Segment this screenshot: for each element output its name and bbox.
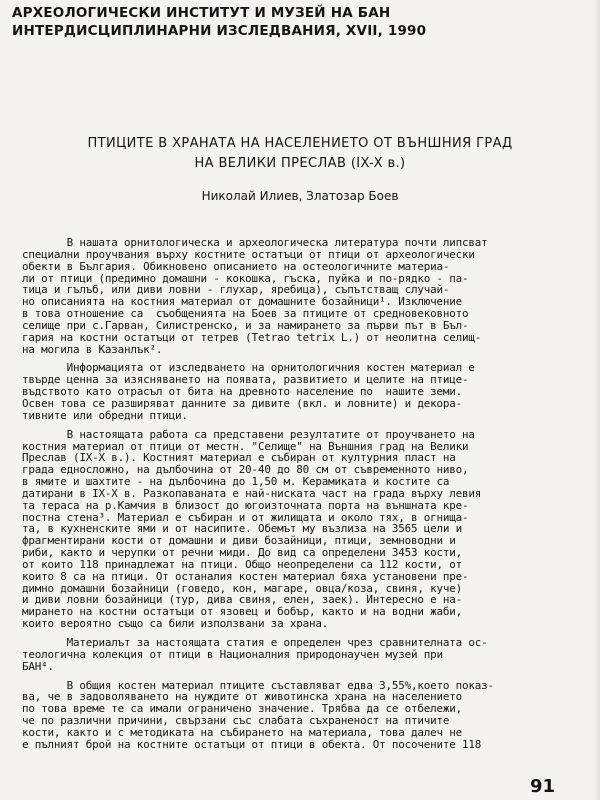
text-line: в ямите и шахтите - на дълбочина до 1,50 м. Керамиката и костите са — [22, 475, 450, 489]
text-line: та, в кухненските ями и от насипите. Обемът му възлиза на 3565 цели и — [22, 522, 462, 536]
text-line: тица и гълъб, или диви ловни - глухар, яребица), съпътстващ случай- — [22, 283, 450, 297]
article-title-line-1: ПТИЦИТЕ В ХРАНАТА НА НАСЕЛЕНИЕТО ОТ ВЪНШНИЯ ГРАД — [87, 136, 513, 151]
text-line: мирането на костни остатъци от язовец и бобър, както и на водни жаби, — [22, 605, 462, 619]
text-line: риби, както и черупки от речни миди. До вид са определени 3453 кости, — [22, 546, 462, 560]
text-line: специални проучвания върху костните остатъци от птици от археологически — [22, 247, 475, 261]
text-line: тивните или обредни птици. — [22, 408, 188, 422]
text-line: селище при с.Гарван, Силистренско, и за намирането за първи път в Бъл- — [22, 318, 469, 332]
text-line: теологична колекция от птици в Националния природонаучен музей при — [22, 647, 443, 661]
text-line: в това отношение са съобщенията на Боев за птиците от средновековното — [22, 307, 469, 321]
text-line: и диви ловни бозайници (тур, дива свиня, елен, заек). Интересно е на- — [22, 593, 462, 607]
text-line: от които 118 принадлежат на птици. Общо неопределени са 112 кости, от — [22, 557, 462, 571]
scan-edge-shadow — [594, 0, 600, 800]
article-authors: Николай Илиев, Златозар Боев — [201, 189, 399, 203]
text-line: ли от птици (предимно домашни - кокошка, гъска, пуйка и по-рядко - па- — [22, 271, 469, 285]
text-line: гария на костни остатъци от тетрев (Tetrao tetrix L.) от неолитна селищ- — [22, 330, 482, 344]
text-line: датирани в IX-X в. Разкопаваната е най-ниската част на града върху левия — [22, 486, 482, 500]
paragraph — [22, 429, 534, 630]
journal-header — [12, 4, 426, 40]
text-line: е пълният брой на костните остатъци от птици в обекта. От посочените 118 — [22, 737, 482, 751]
text-line: фрагментирани кости от домашни и диви бозайници, птици, земноводни и — [22, 534, 456, 548]
text-line: града едносложно, на дълбочина от 20-40 до 80 см от съвременното ниво, — [22, 463, 469, 477]
paragraph — [22, 362, 534, 421]
text-line: ва, че в задоволяването на нуждите от животинска храна на населението — [22, 690, 462, 704]
text-line: Материалът за настоящата статия е определен чрез сравнителната ос- — [22, 636, 488, 649]
text-line: В настоящата работа са представени резултатите от проучването на — [22, 427, 475, 441]
journal-series: ИНТЕРДИСЦИПЛИНАРНИ ИЗСЛЕДВАНИЯ, XVII, 1990 — [12, 23, 427, 39]
text-line: че по различни причини, свързани със слабата съхраненост на птичите — [22, 714, 450, 728]
journal-institution: АРХЕОЛОГИЧЕСКИ ИНСТИТУТ И МУЗЕЙ НА БАН — [12, 5, 391, 21]
text-line: които вероятно също са били използвани за храна. — [22, 617, 329, 631]
text-line: Освен това се разширяват данните за дивите (вкл. и ловните) и декора- — [22, 396, 462, 410]
text-line: та тераса на р.Камчия в близост до югоизточната порта на външната кре- — [22, 498, 469, 512]
text-line: Преслав (IX-X в.). Костният материал е събиран от културния пласт на — [22, 451, 456, 465]
text-line: които 8 са на птици. От останалия костен материал бяха установени пре- — [22, 569, 469, 583]
text-line: Информацията от изследването на орнитологичния костен материал е — [22, 361, 475, 375]
text-line: въдството като отрасъл от бита на древното население по нашите земи. — [22, 385, 462, 399]
text-line: но описанията на костния материал от домашните бозайници¹. Изключение — [22, 295, 462, 309]
text-line: твърде ценна за изясняването на появата, развитието и целите на птице- — [22, 373, 469, 387]
paragraph — [22, 637, 534, 673]
article-title-block — [0, 134, 600, 205]
text-line: на могила в Казанлък². — [22, 342, 163, 356]
paragraph — [22, 237, 534, 355]
text-line: обекти в България. Обикновено описанието на остеологичните материа- — [22, 259, 450, 273]
text-line: постна стена³. Материал е събиран и от жилищата и около тях, в огнища- — [22, 510, 469, 524]
text-line: димно домашни бозайници (говедо, кон, магаре, овца/коза, свиня, куче) — [22, 581, 462, 595]
text-line: В общия костен материал птиците съставляват едва 3,55%,което показ- — [22, 678, 494, 692]
text-line: В нашата орнитологическа и археологическа литература почти липсват — [22, 236, 488, 249]
article-body — [22, 237, 534, 751]
text-line: по това време те са имали ограничено значение. Трябва да се отбележи, — [22, 702, 462, 716]
page-number: 91 — [530, 776, 556, 797]
text-line: БАН⁴. — [22, 659, 54, 673]
article-title-line-2: НА ВЕЛИКИ ПРЕСЛАВ (IX-X в.) — [194, 156, 406, 171]
text-line: кости, както и с методиката на събирането на материала, това далеч не — [22, 725, 462, 739]
text-line: костния материал от птици от местн. "Селище" на Външния град на Велики — [22, 439, 469, 453]
paragraph — [22, 680, 534, 751]
